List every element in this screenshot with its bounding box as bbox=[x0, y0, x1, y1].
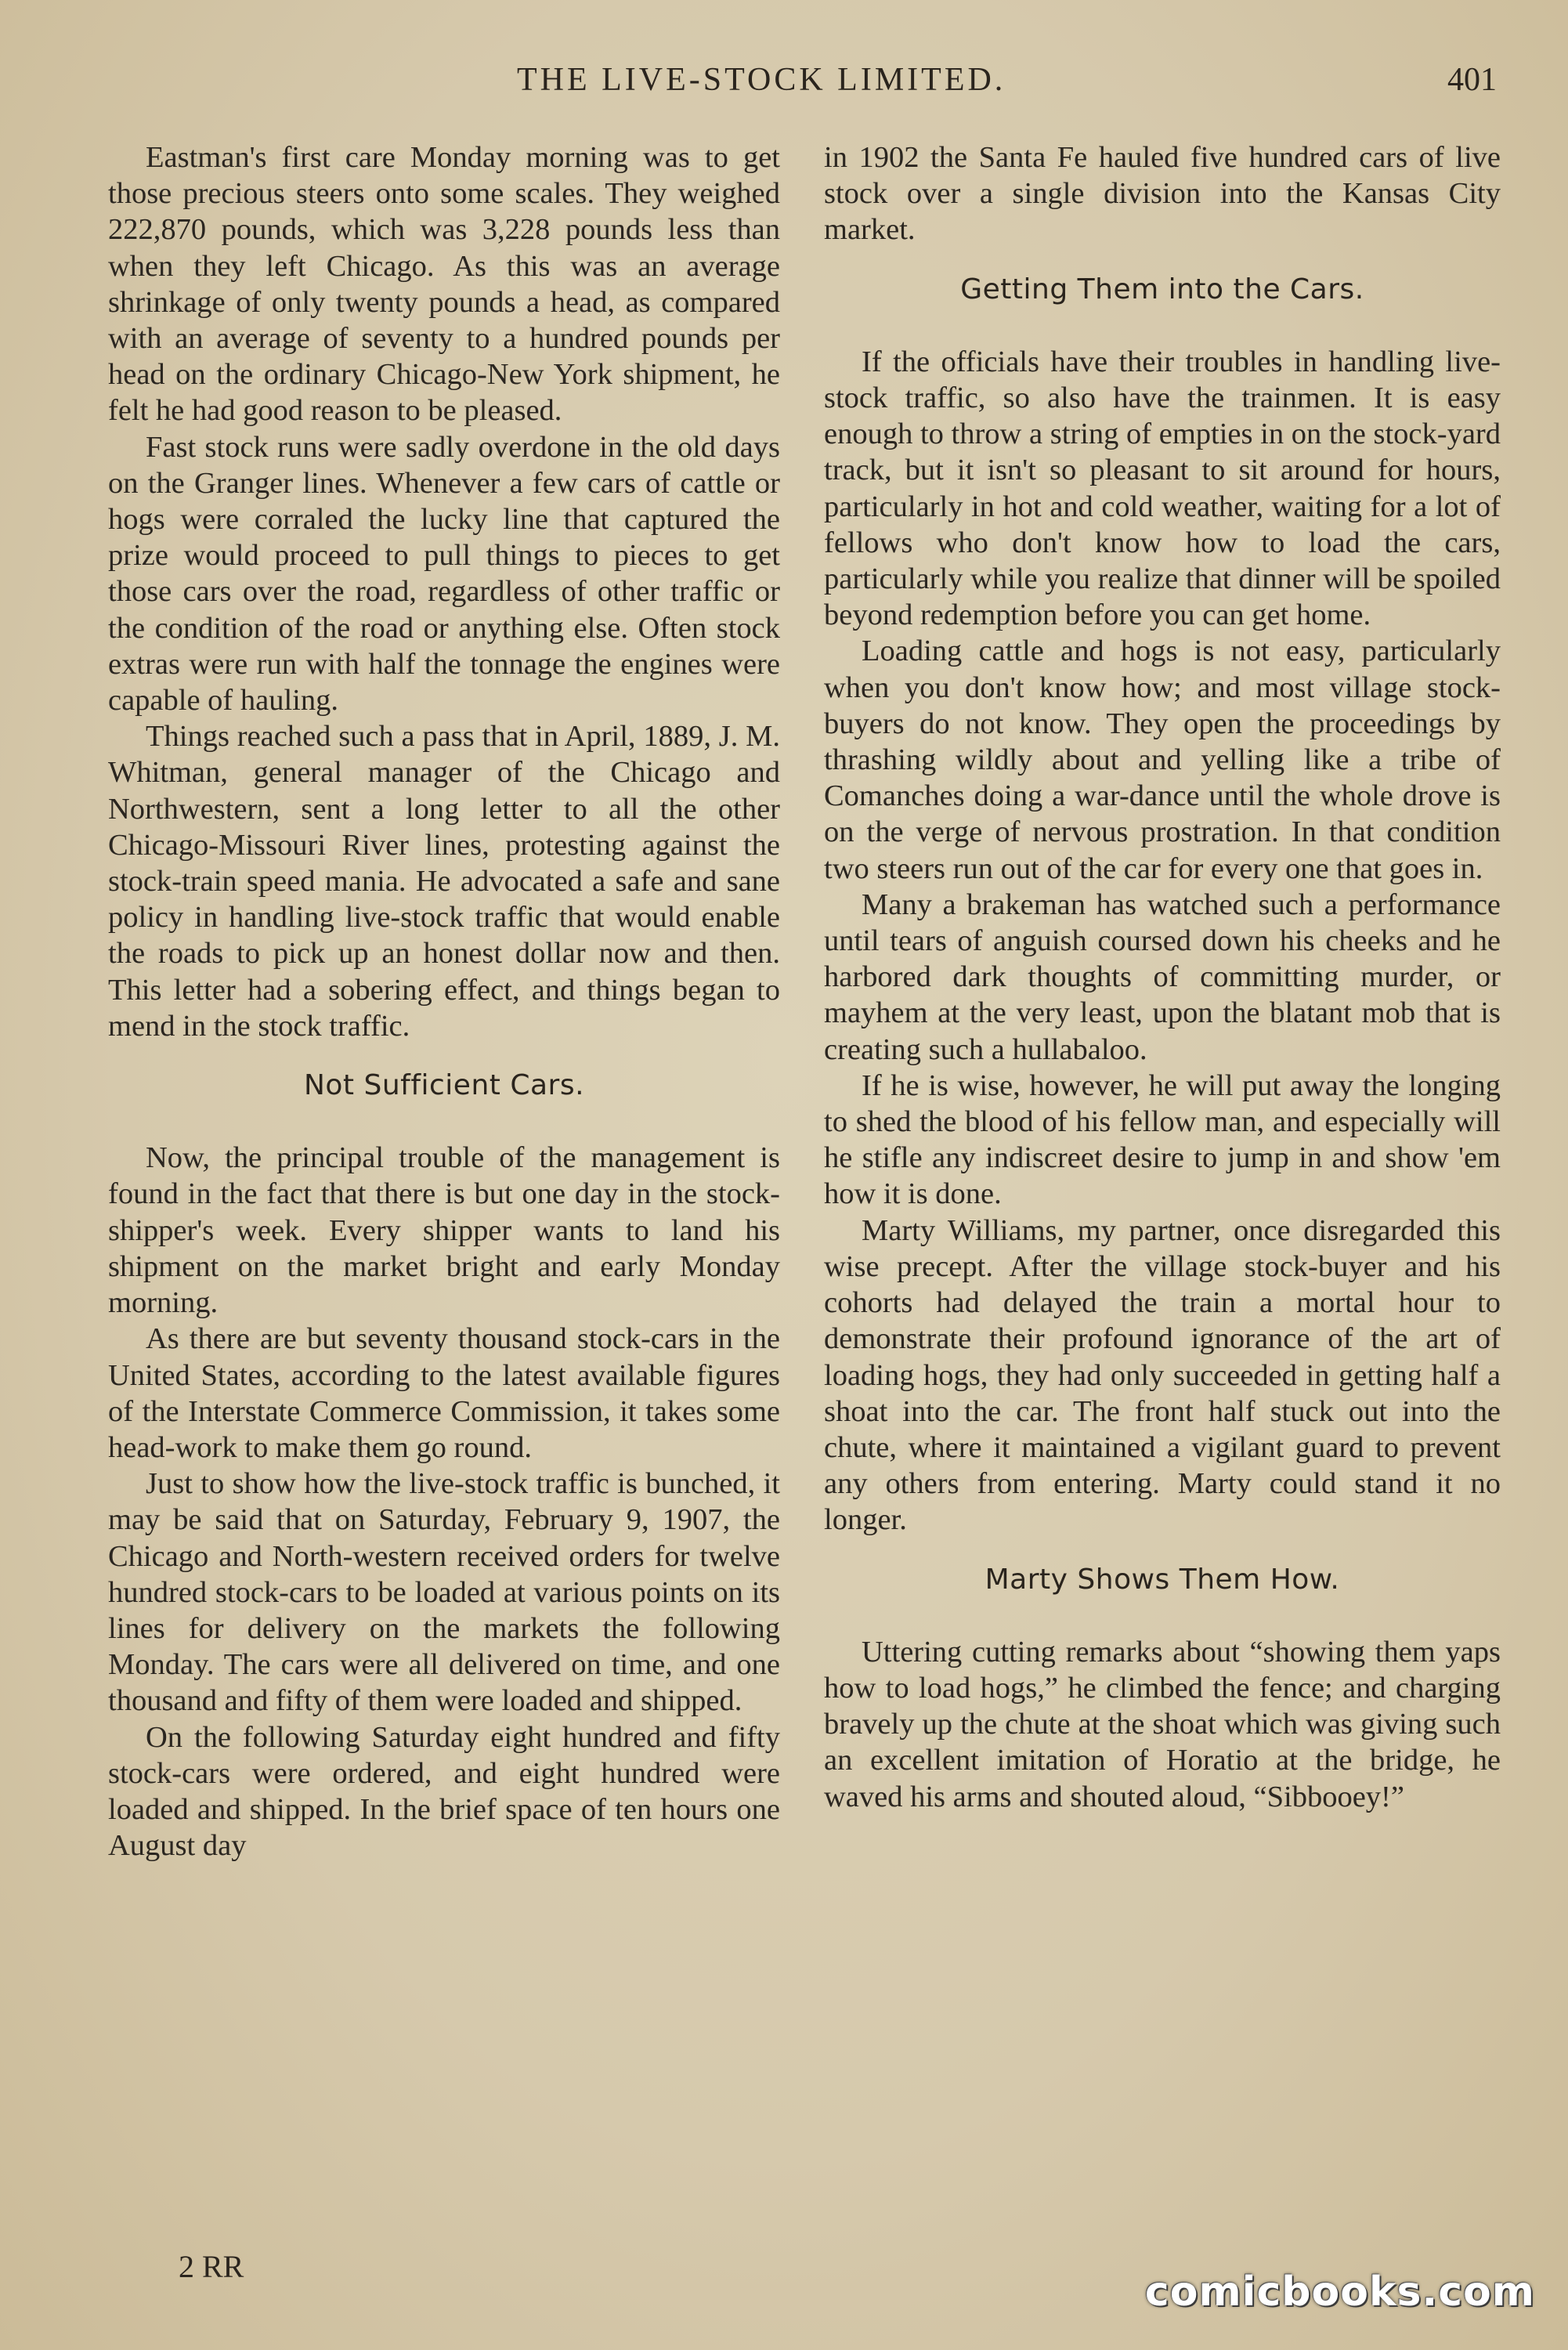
watermark: comicbooks.com bbox=[1144, 2269, 1535, 2316]
page-header bbox=[0, 61, 1568, 108]
paragraph: Uttering cutting remarks about “showing them yaps how to load hogs,” he climbed the fence; and charging bravely up the chute at the shoat which was giving such an excellent imitation of Horatio at the bridge, he waved his arms and shouted aloud, “Sibbooey!” bbox=[824, 1635, 1501, 1813]
paragraph: Loading cattle and hogs is not easy, particularly when you don't know how; and most village stock-buyers do not know. They open the proceedings by thrashing wildly about and yelling like a tribe of Comanches doing a war-dance until the whole drove is on the verge of nervous prostration. In that condition two steers run out of the car for every one that goes in. bbox=[824, 634, 1501, 885]
section-heading: Getting Them into the Cars. bbox=[960, 273, 1364, 306]
section-heading: Marty Shows Them How. bbox=[985, 1563, 1340, 1596]
paragraph: If the officials have their troubles in handling live-stock traffic, so also have the trainmen. It is easy enough to throw a string of empties in on the stock-yard track, but it isn't so pleasant to sit around for hours, particularly in hot and cold weather, waiting for a lot of fellows who don't know how to load the cars, particularly while you realize that dinner will be spoiled beyond redemption before you can get home. bbox=[824, 345, 1501, 632]
paragraph: Marty Williams, my partner, once disregarded this wise precept. After the village stock-buyer and his cohorts had delayed the train a mortal hour to demonstrate their profound ignorance of the art of loading hogs, they had only succeeded in getting half a shoat into the car. The front half stuck out into the chute, where it maintained a vigilant guard to prevent any others from entering. Marty could stand it no longer. bbox=[824, 1213, 1501, 1537]
paragraph: in 1902 the Santa Fe hauled five hundred cars of live stock over a single division into the Kansas City market. bbox=[824, 141, 1501, 247]
paragraph: If he is wise, however, he will put away the longing to shed the blood of his fellow man, and especially will he stifle any indiscreet desire to jump in and show 'em how it is done. bbox=[824, 1068, 1501, 1211]
paragraph: Fast stock runs were sadly overdone in the old days on the Granger lines. Whenever a few cars of cattle or hogs were corraled the lucky line that captured the prize would proceed to pull things to pieces to get those cars over the road, regardless of other traffic or the condition of the road or anything else. Often stock extras were run with half the tonnage the engines were capable of hauling. bbox=[108, 430, 780, 718]
section-heading: Not Sufficient Cars. bbox=[303, 1069, 585, 1102]
paragraph: Just to show how the live-stock traffic is bunched, it may be said that on Saturday, February 9, 1907, the Chicago and North-western received orders for twelve hundred stock-cars to be loaded at various points on its lines for delivery on the markets the following Monday. The cars were all delivered on time, and one thousand and fifty of them were loaded and shipped. bbox=[108, 1467, 780, 1718]
left-column bbox=[108, 139, 780, 1864]
paragraph: On the following Saturday eight hundred and fifty stock-cars were ordered, and eight hundred were loaded and shipped. In the brief space of ten hours one August day bbox=[108, 1720, 780, 1863]
paragraph: As there are but seventy thousand stock-cars in the United States, according to the latest available figures of the Interstate Commerce Commission, it takes some head-work to make them go round. bbox=[108, 1322, 780, 1464]
page-number: 401 bbox=[1447, 62, 1497, 98]
paragraph: Eastman's first care Monday morning was to get those precious steers onto some scales. They weighed 222,870 pounds, which was 3,228 pounds less than when they left Chicago. As this was an average shrinkage of only twenty pounds a head, as compared with an average of seventy to a hundred pounds per head on the ordinary Chicago-New York shipment, he felt he had good reason to be pleased. bbox=[108, 141, 780, 428]
right-column bbox=[824, 139, 1501, 1815]
paragraph: Things reached such a pass that in April, 1889, J. M. Whitman, general manager of the Chicago and Northwestern, sent a long letter to all the other Chicago-Missouri River lines, protesting against the stock-train speed mania. He advocated a safe and sane policy in handling live-stock traffic that would enable the roads to pick up an honest dollar now and then. This letter had a sobering effect, and things began to mend in the stock traffic. bbox=[108, 720, 780, 1043]
paragraph: Now, the principal trouble of the management is found in the fact that there is but one day in the stock-shipper's week. Every shipper wants to land his shipment on the market bright and early Monday morning. bbox=[108, 1141, 780, 1320]
paragraph: Many a brakeman has watched such a performance until tears of anguish coursed down his cheeks and he harbored dark thoughts of committing murder, or mayhem at the very least, upon the blatant mob that is creating such a hullabaloo. bbox=[824, 888, 1501, 1066]
running-title: THE LIVE-STOCK LIMITED. bbox=[517, 62, 1006, 98]
signature-mark: 2 RR bbox=[179, 2249, 244, 2284]
